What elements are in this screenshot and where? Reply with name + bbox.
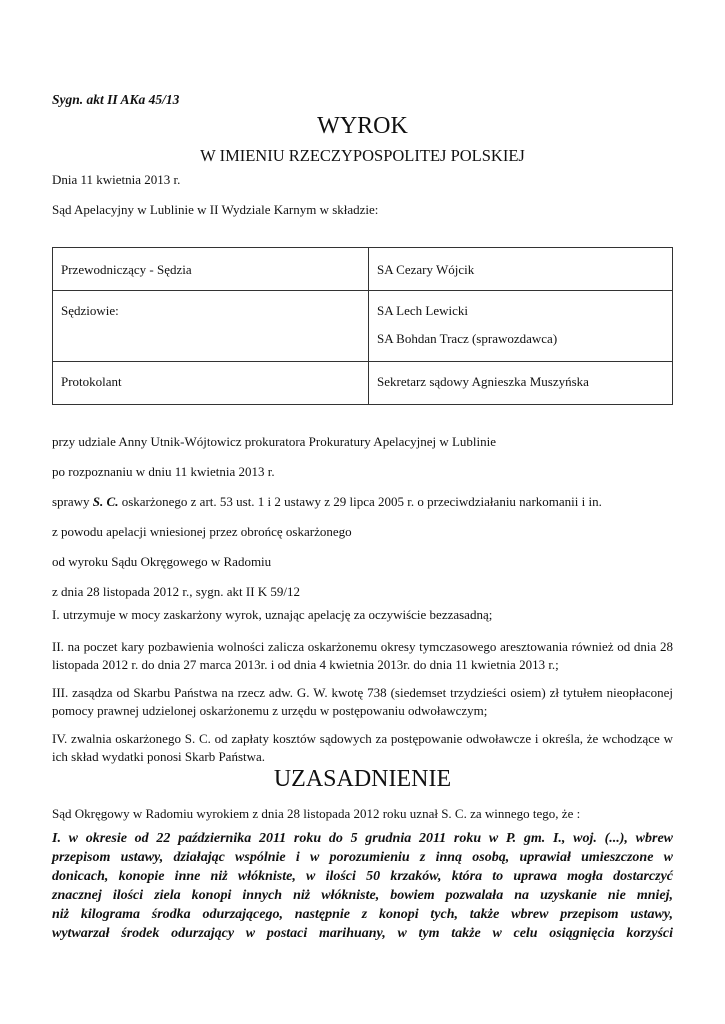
names-cell xyxy=(369,248,673,291)
court-composition-intro: Sąd Apelacyjny w Lublinie w II Wydziale Karnym w składzie: xyxy=(52,202,379,217)
judge-name: SA Bohdan Tracz (sprawozdawca) xyxy=(377,331,558,346)
justification-title: UZASADNIENIE xyxy=(273,766,452,792)
table-row xyxy=(53,291,673,362)
names-cell xyxy=(369,362,673,405)
ruling-point-1: I. utrzymuje w mocy zaskarżony wyrok, uznając apelację za oczywiście bezzasadną; xyxy=(52,607,493,622)
charge-line: przepisom ustawy, działając wspólnie i w porozumieniu z inną osobą, uprawiał umieszczone w xyxy=(52,850,673,865)
clerk-name: Sekretarz sądowy Agnieszka Muszyńska xyxy=(377,374,589,389)
names-cell xyxy=(369,291,673,362)
charge-line: I. w okresie od 22 października 2011 roku do 5 grudnia 2011 roku w P. gm. I., woj. (...), wbrew xyxy=(52,831,673,846)
case-line xyxy=(52,494,602,510)
table-row xyxy=(53,248,673,291)
composition-table xyxy=(52,247,673,405)
case-prefix: sprawy xyxy=(52,494,93,509)
defendant-name: S. C. xyxy=(92,494,119,509)
judgment-title: WYROK xyxy=(317,113,408,139)
judgment-date: Dnia 11 kwietnia 2013 r. xyxy=(52,172,181,187)
case-signature: Sygn. akt II AKa 45/13 xyxy=(52,92,180,107)
charge-line: niż kilograma środka odurzającego, następnie z konopi tych, także wbrew przepisom ustawy, xyxy=(52,907,673,922)
ruling-point-4: IV. zwalnia oskarżonego S. C. od zapłaty kosztów sądowych za postępowanie odwoławcze i określa, że wchodzące w ich skład wydatki ponosi Skarb Państwa. xyxy=(52,731,673,764)
role-cell: Sędziowie: xyxy=(53,291,369,362)
lower-judgment-line: z dnia 28 listopada 2012 r., sygn. akt II K 59/12 xyxy=(52,584,301,599)
judge-name: SA Lech Lewicki xyxy=(377,303,468,318)
lower-court-line: od wyroku Sądu Okręgowego w Radomiu xyxy=(52,554,272,569)
judgment-subtitle: W IMIENIU RZECZYPOSPOLITEJ POLSKIEJ xyxy=(200,146,525,165)
ruling-point-3: III. zasądza od Skarbu Państwa na rzecz adw. G. W. kwotę 738 (siedemset trzydzieści osiem) zł tytułem nieopłaconej pomocy prawnej udzielonej oskarżonemu z urzędu w postępowaniu odwoławczym; xyxy=(52,685,673,718)
justification-intro: Sąd Okręgowy w Radomiu wyrokiem z dnia 28 listopada 2012 roku uznał S. C. za winnego tego, że : xyxy=(52,806,581,821)
table-row xyxy=(53,362,673,405)
case-suffix: oskarżonego z art. 53 ust. 1 i 2 ustawy z 29 lipca 2005 r. o przeciwdziałaniu narkomanii i in. xyxy=(118,494,602,509)
role-cell: Protokolant xyxy=(53,362,369,405)
charge-paragraph xyxy=(52,829,673,943)
charge-line: donicach, konopie inne niż włókniste, w ilości 50 krzaków, która to uprawa mogła dostarczyć xyxy=(52,869,673,884)
prosecutor-line: przy udziale Anny Utnik-Wójtowicz prokuratora Prokuratury Apelacyjnej w Lublinie xyxy=(52,434,497,449)
role-cell: Przewodniczący - Sędzia xyxy=(53,248,369,291)
charge-line: znacznej ilości ziela konopi innych niż włókniste, bowiem pozwalała na uzyskanie nie mniej, xyxy=(52,888,673,903)
hearing-date-line: po rozpoznaniu w dniu 11 kwietnia 2013 r. xyxy=(52,464,275,479)
charge-line: wytwarzał środek odurzający w postaci marihuany, w tym także w celu osiągnięcia korzyści xyxy=(52,926,673,941)
ruling-point-2: II. na poczet kary pozbawienia wolności zalicza oskarżonemu okresy tymczasowego aresztowania również od dnia 28 listopada 2012 r. do dnia 27 marca 2013r. i od dnia 4 kwietnia 2013r. do dnia 11 kwietnia 2013 r.; xyxy=(52,639,673,672)
appeal-line: z powodu apelacji wniesionej przez obrońcę oskarżonego xyxy=(52,524,352,539)
judge-name: SA Cezary Wójcik xyxy=(377,262,475,277)
